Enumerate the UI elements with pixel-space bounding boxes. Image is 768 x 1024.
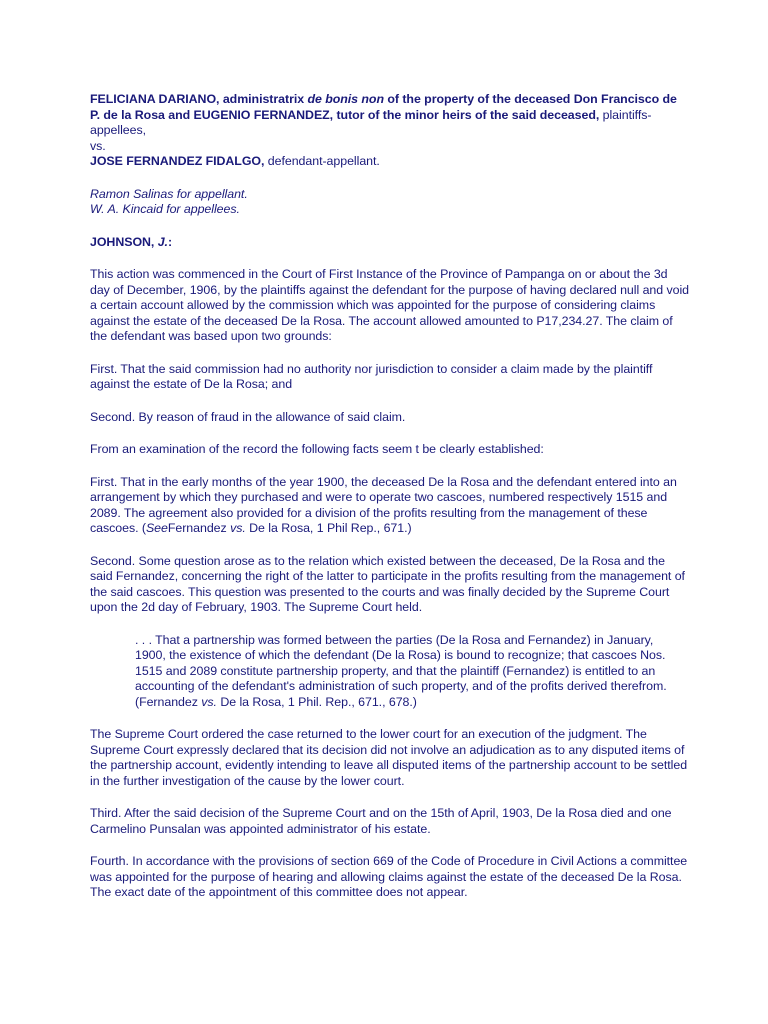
counsel-appellees: W. A. Kincaid for appellees.	[90, 202, 240, 216]
quote-text: De la Rosa, 1 Phil. Rep., 671., 678.)	[216, 694, 417, 709]
paragraph: Second. Some question arose as to the relation which existed between the deceased, De la Rosa and the said Fernandez, concerning the right of the latter to participate in the profits resulting from the management of the said cascoes. This question was presented to the courts and was finally decided by the Supreme Court upon the 2d day of February, 1903. The Supreme Court held.	[90, 553, 685, 614]
defendant-role: defendant-appellant.	[264, 154, 380, 168]
counsel-appellant: Ramon Salinas for appellant.	[90, 186, 248, 201]
decision-text	[90, 92, 690, 901]
case-caption	[90, 92, 690, 170]
citation-vs: vs.	[230, 521, 246, 535]
paragraph-text: First. That in the early months of the year 1900, the deceased De la Rosa and the defendant entered into an arrangement by which they purchased and were to operate two cascoes, numbered respectively 1515 and 2089. The agreement also provided for a division of the profits resulting from the management of these cascoes. (	[90, 474, 677, 535]
judge-suffix: J.	[157, 234, 168, 249]
judge-heading: JOHNSON, J.:	[90, 234, 173, 249]
paragraph: From an examination of the record the following facts seem t be clearly established:	[90, 442, 544, 456]
block-quote	[135, 633, 682, 711]
citation-vs: vs.	[201, 694, 217, 709]
caption-text-2: of the property of the deceased Don Francisco de P. de la Rosa and EUGENIO FERNANDEZ, tutor of the minor heirs of the said deceased,	[90, 92, 677, 122]
paragraph-text: Fernandez	[167, 521, 231, 535]
paragraph: First. That the said commission had no authority nor jurisdiction to consider a claim made by the plaintiff against the estate of De la Rosa; and	[90, 361, 653, 391]
paragraph: The Supreme Court ordered the case returned to the lower court for an execution of the judgment. The Supreme Court expressly declared that its decision did not involve an adjudication as to any disputed items of the partnership account, evidently intending to leave all disputed items of the partnership account to be settled in the further investigation of the cause by the lower court.	[90, 727, 688, 788]
paragraph: Second. By reason of fraud in the allowance of said claim.	[90, 409, 406, 424]
judge-name: JOHNSON,	[90, 234, 158, 249]
counsel-block	[90, 187, 690, 218]
caption-text: administratrix	[219, 92, 308, 106]
defendant-name: JOSE FERNANDEZ FIDALGO,	[90, 154, 265, 168]
paragraph	[90, 475, 690, 537]
paragraph-text: De la Rosa, 1 Phil Rep., 671.)	[245, 521, 412, 535]
caption-italic-text: de bonis non	[307, 92, 384, 106]
versus-label: vs.	[90, 138, 106, 153]
plaintiff-role: plaintiffs-appellees,	[90, 107, 652, 137]
citation-signal: See	[145, 521, 168, 535]
quote-text: . . . That a partnership was formed between the parties (De la Rosa and Fernandez) in January, 1900, the existence of which the defendant (De la Rosa) is bound to recognize; that cascoes Nos. 1515 and 2089 constitute partnership property, and that the plaintiff (Fernandez) is entitled to an accounting of the defendant's administration of such property, and of the profits derived therefrom. (Fernandez	[135, 632, 667, 709]
plaintiff-name: FELICIANA DARIANO,	[90, 92, 220, 106]
paragraph: This action was commenced in the Court of First Instance of the Province of Pampanga on or about the 3d day of December, 1906, by the plaintiffs against the defendant for the purpose of having declared null and void a certain account allowed by the commission which was appointed for the purpose of considering claims against the estate of the deceased De la Rosa. The account allowed amounted to P17,234.27. The claim of the defendant was based upon two grounds:	[90, 267, 690, 343]
paragraph: Third. After the said decision of the Supreme Court and on the 15th of April, 1903, De la Rosa died and one Carmelino Punsalan was appointed administrator of his estate.	[90, 806, 672, 836]
paragraph: Fourth. In accordance with the provisions of section 669 of the Code of Procedure in Civil Actions a committee was appointed for the purpose of hearing and allowing claims against the estate of the deceased De la Rosa. The exact date of the appointment of this committee does not appear.	[90, 854, 688, 899]
